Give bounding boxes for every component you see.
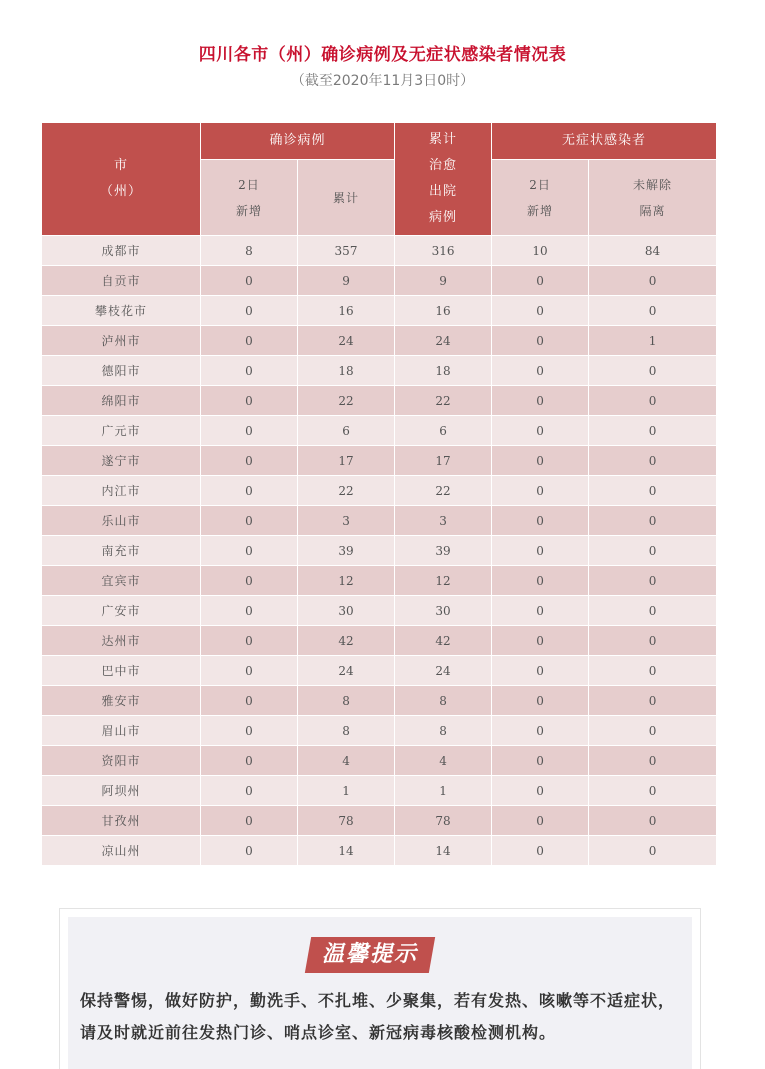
value-cell: 0 bbox=[492, 626, 589, 656]
table-row bbox=[42, 626, 717, 656]
value-cell: 22 bbox=[395, 386, 492, 416]
value-cell: 0 bbox=[492, 356, 589, 386]
value-cell: 0 bbox=[589, 266, 717, 296]
table-row bbox=[42, 356, 717, 386]
header-city: 市 （州） bbox=[42, 123, 201, 236]
value-cell: 1 bbox=[589, 326, 717, 356]
tip-badge: 温馨提示 bbox=[321, 942, 418, 967]
value-cell: 6 bbox=[298, 416, 395, 446]
table-row bbox=[42, 506, 717, 536]
value-cell: 0 bbox=[589, 536, 717, 566]
value-cell: 0 bbox=[201, 776, 298, 806]
city-cell: 资阳市 bbox=[42, 746, 201, 776]
value-cell: 17 bbox=[395, 446, 492, 476]
city-cell: 绵阳市 bbox=[42, 386, 201, 416]
value-cell: 0 bbox=[589, 596, 717, 626]
value-cell: 18 bbox=[395, 356, 492, 386]
value-cell: 0 bbox=[492, 596, 589, 626]
value-cell: 0 bbox=[492, 476, 589, 506]
table-title: 四川各市（州）确诊病例及无症状感染者情况表 bbox=[198, 45, 567, 65]
value-cell: 0 bbox=[201, 836, 298, 866]
table-row bbox=[42, 656, 717, 686]
value-cell: 0 bbox=[589, 356, 717, 386]
value-cell: 0 bbox=[492, 776, 589, 806]
city-cell: 广元市 bbox=[42, 416, 201, 446]
value-cell: 0 bbox=[201, 536, 298, 566]
table-row bbox=[42, 446, 717, 476]
value-cell: 8 bbox=[395, 716, 492, 746]
value-cell: 0 bbox=[589, 776, 717, 806]
table-row bbox=[42, 416, 717, 446]
value-cell: 0 bbox=[492, 746, 589, 776]
value-cell: 0 bbox=[589, 626, 717, 656]
table-row bbox=[42, 566, 717, 596]
table-row bbox=[42, 266, 717, 296]
value-cell: 84 bbox=[589, 236, 717, 266]
city-cell: 乐山市 bbox=[42, 506, 201, 536]
value-cell: 0 bbox=[589, 386, 717, 416]
city-cell: 德阳市 bbox=[42, 356, 201, 386]
table-row bbox=[42, 296, 717, 326]
value-cell: 0 bbox=[589, 506, 717, 536]
table-subtitle: （截至2020年11月3日0时） bbox=[290, 73, 475, 89]
value-cell: 0 bbox=[201, 596, 298, 626]
value-cell: 18 bbox=[298, 356, 395, 386]
value-cell: 0 bbox=[492, 326, 589, 356]
value-cell: 3 bbox=[395, 506, 492, 536]
value-cell: 17 bbox=[298, 446, 395, 476]
value-cell: 0 bbox=[492, 386, 589, 416]
value-cell: 12 bbox=[298, 566, 395, 596]
table-row bbox=[42, 686, 717, 716]
value-cell: 0 bbox=[201, 626, 298, 656]
value-cell: 0 bbox=[589, 686, 717, 716]
value-cell: 0 bbox=[492, 806, 589, 836]
value-cell: 0 bbox=[589, 716, 717, 746]
value-cell: 0 bbox=[201, 656, 298, 686]
header-recovered: 累计 治愈 出院 病例 bbox=[395, 123, 492, 236]
value-cell: 0 bbox=[492, 686, 589, 716]
value-cell: 6 bbox=[395, 416, 492, 446]
city-cell: 内江市 bbox=[42, 476, 201, 506]
value-cell: 8 bbox=[395, 686, 492, 716]
value-cell: 0 bbox=[492, 296, 589, 326]
city-cell: 阿坝州 bbox=[42, 776, 201, 806]
value-cell: 0 bbox=[201, 476, 298, 506]
table-row bbox=[42, 236, 717, 266]
value-cell: 30 bbox=[298, 596, 395, 626]
value-cell: 0 bbox=[492, 506, 589, 536]
city-cell: 攀枝花市 bbox=[42, 296, 201, 326]
value-cell: 8 bbox=[298, 686, 395, 716]
value-cell: 78 bbox=[298, 806, 395, 836]
cases-table bbox=[41, 122, 717, 866]
value-cell: 0 bbox=[589, 416, 717, 446]
header-confirmed-new: 2日 新增 bbox=[201, 160, 298, 236]
table-row bbox=[42, 386, 717, 416]
tip-text: 保持警惕，做好防护，勤洗手、不扎堆、少聚集，若有发热、咳嗽等不适症状，请及时就近前往发热门诊、哨点诊室、新冠病毒核酸检测机构。 bbox=[80, 991, 676, 1042]
value-cell: 0 bbox=[201, 296, 298, 326]
table-row bbox=[42, 836, 717, 866]
value-cell: 0 bbox=[201, 416, 298, 446]
table-row bbox=[42, 716, 717, 746]
value-cell: 0 bbox=[201, 806, 298, 836]
value-cell: 0 bbox=[201, 746, 298, 776]
value-cell: 39 bbox=[298, 536, 395, 566]
value-cell: 0 bbox=[492, 836, 589, 866]
value-cell: 0 bbox=[201, 686, 298, 716]
value-cell: 1 bbox=[298, 776, 395, 806]
value-cell: 0 bbox=[201, 266, 298, 296]
value-cell: 4 bbox=[298, 746, 395, 776]
value-cell: 16 bbox=[298, 296, 395, 326]
value-cell: 8 bbox=[201, 236, 298, 266]
table-row bbox=[42, 776, 717, 806]
value-cell: 0 bbox=[589, 746, 717, 776]
value-cell: 78 bbox=[395, 806, 492, 836]
value-cell: 24 bbox=[395, 326, 492, 356]
value-cell: 24 bbox=[395, 656, 492, 686]
value-cell: 0 bbox=[492, 536, 589, 566]
value-cell: 0 bbox=[201, 326, 298, 356]
value-cell: 0 bbox=[492, 566, 589, 596]
value-cell: 0 bbox=[492, 716, 589, 746]
value-cell: 0 bbox=[492, 446, 589, 476]
value-cell: 1 bbox=[395, 776, 492, 806]
value-cell: 4 bbox=[395, 746, 492, 776]
city-cell: 巴中市 bbox=[42, 656, 201, 686]
table-body bbox=[42, 236, 717, 866]
value-cell: 0 bbox=[201, 506, 298, 536]
header-confirmed-total: 累计 bbox=[298, 160, 395, 236]
value-cell: 16 bbox=[395, 296, 492, 326]
value-cell: 3 bbox=[298, 506, 395, 536]
value-cell: 22 bbox=[298, 386, 395, 416]
value-cell: 22 bbox=[395, 476, 492, 506]
value-cell: 24 bbox=[298, 656, 395, 686]
value-cell: 357 bbox=[298, 236, 395, 266]
value-cell: 316 bbox=[395, 236, 492, 266]
value-cell: 42 bbox=[395, 626, 492, 656]
value-cell: 10 bbox=[492, 236, 589, 266]
value-cell: 14 bbox=[395, 836, 492, 866]
table-row bbox=[42, 746, 717, 776]
table-row bbox=[42, 806, 717, 836]
city-cell: 凉山州 bbox=[42, 836, 201, 866]
value-cell: 0 bbox=[201, 566, 298, 596]
value-cell: 0 bbox=[589, 806, 717, 836]
table-row bbox=[42, 326, 717, 356]
value-cell: 42 bbox=[298, 626, 395, 656]
value-cell: 39 bbox=[395, 536, 492, 566]
value-cell: 12 bbox=[395, 566, 492, 596]
value-cell: 0 bbox=[492, 656, 589, 686]
value-cell: 9 bbox=[298, 266, 395, 296]
value-cell: 0 bbox=[492, 416, 589, 446]
value-cell: 0 bbox=[201, 386, 298, 416]
value-cell: 0 bbox=[589, 296, 717, 326]
value-cell: 0 bbox=[589, 656, 717, 686]
value-cell: 0 bbox=[492, 266, 589, 296]
value-cell: 0 bbox=[201, 356, 298, 386]
header-confirmed-group: 确诊病例 bbox=[201, 123, 395, 160]
value-cell: 24 bbox=[298, 326, 395, 356]
city-cell: 泸州市 bbox=[42, 326, 201, 356]
value-cell: 0 bbox=[201, 716, 298, 746]
value-cell: 8 bbox=[298, 716, 395, 746]
city-cell: 自贡市 bbox=[42, 266, 201, 296]
value-cell: 0 bbox=[589, 566, 717, 596]
city-cell: 遂宁市 bbox=[42, 446, 201, 476]
value-cell: 22 bbox=[298, 476, 395, 506]
value-cell: 0 bbox=[201, 446, 298, 476]
city-cell: 成都市 bbox=[42, 236, 201, 266]
value-cell: 14 bbox=[298, 836, 395, 866]
city-cell: 甘孜州 bbox=[42, 806, 201, 836]
city-cell: 眉山市 bbox=[42, 716, 201, 746]
header-asym-isolated: 未解除 隔离 bbox=[589, 160, 717, 236]
table-row bbox=[42, 476, 717, 506]
value-cell: 9 bbox=[395, 266, 492, 296]
value-cell: 0 bbox=[589, 476, 717, 506]
header-asymptomatic-group: 无症状感染者 bbox=[492, 123, 717, 160]
value-cell: 0 bbox=[589, 836, 717, 866]
city-cell: 宜宾市 bbox=[42, 566, 201, 596]
table-row bbox=[42, 536, 717, 566]
city-cell: 南充市 bbox=[42, 536, 201, 566]
city-cell: 广安市 bbox=[42, 596, 201, 626]
value-cell: 0 bbox=[589, 446, 717, 476]
city-cell: 雅安市 bbox=[42, 686, 201, 716]
value-cell: 30 bbox=[395, 596, 492, 626]
table-row bbox=[42, 596, 717, 626]
city-cell: 达州市 bbox=[42, 626, 201, 656]
header-asym-new: 2日 新增 bbox=[492, 160, 589, 236]
